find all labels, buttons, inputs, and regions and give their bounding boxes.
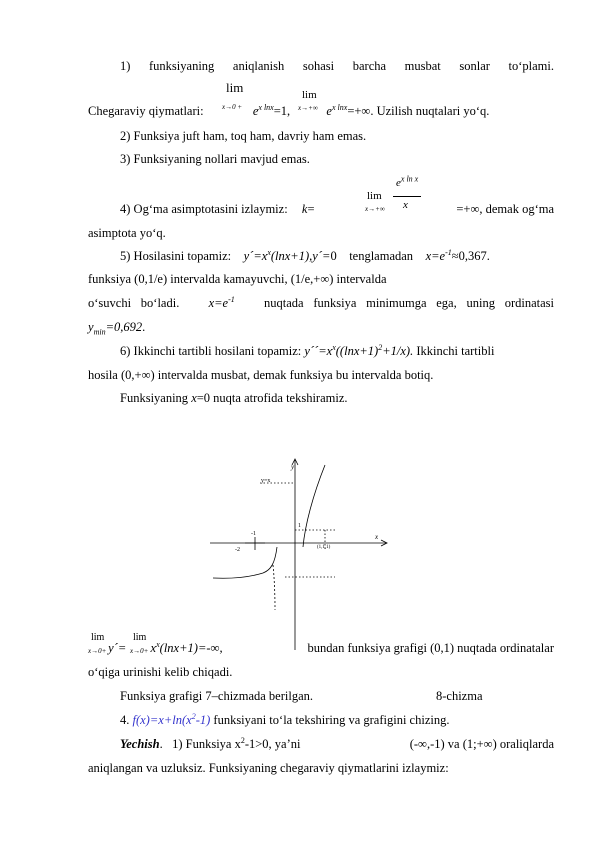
asymptote-line: [273, 565, 275, 610]
para-6-line-1: 6) Ikkinchi tartibli hosilani topamiz: $y´´=x^x((\ln x+1)^2+1/x)$. Ikkinchi tartibli: [120, 342, 495, 358]
figure-number: 8-chizma: [436, 689, 483, 703]
lim-sub-2: x→+∞: [298, 104, 318, 112]
limit-value-2: =+∞. Uzilish nuqtalari yo‘q.: [347, 104, 490, 118]
lim-symbol-1: lim: [226, 80, 244, 95]
lim-sub-4: x→0+: [88, 647, 107, 655]
limits-label: Chegaraviy qiymatlari:: [88, 104, 204, 118]
para-10-line-1-end: (-∞,-1) va (1;+∞) oraliqlarda: [409, 737, 554, 751]
graph-label-y: y: [291, 463, 295, 471]
graph-label-one: 1: [298, 523, 301, 529]
curve-left: [213, 547, 277, 578]
graph-label-yeq: y=x: [261, 478, 271, 484]
para-5-line-3: o‘suvchi bo‘ladi. $x=e^{-1}$ nuqtada funksiya minimumga ega, uning ordinatasi: [88, 294, 554, 310]
curve-right: [303, 465, 325, 547]
graph-label-minus-two: -2: [235, 547, 240, 553]
para-5-line-2: funksiya (0,1/e) intervalda kamayuvchi, (1/e,+∞) intervalda: [88, 272, 387, 286]
para-4-line-1-end: =+∞, demak og‘ma: [456, 202, 554, 216]
e-symbol-2: e: [326, 104, 332, 118]
para-9: 4. $f(x)=x+\ln(x^2-1)$ funksiyani to‘la tekshiring va grafigini chizing.: [120, 711, 450, 727]
para-3: 3) Funksiyaning nollari mavjud emas.: [120, 152, 310, 166]
para-6-line-2: hosila (0,+∞) intervalda musbat, demak funksiya bu intervalda botiq.: [88, 368, 434, 382]
para-5-line-4: $y_{min}=0,692$.: [88, 320, 146, 337]
lim-sub-1: x→0 +: [222, 103, 243, 111]
lim-sub-5: x→0+: [130, 647, 149, 655]
graph-label-point: (1,1,1): [317, 545, 331, 550]
fraction-numerator: $e^{x ln x}$: [396, 174, 419, 189]
para-10-line-2: aniqlangan va uzluksiz. Funksiyaning chegaraviy qiymatlarini izlaymiz:: [88, 761, 449, 775]
problem-function: $f(x)=x+\ln(x^2-1)$: [132, 711, 211, 727]
function-graph: [205, 455, 405, 655]
exponent-1: x lnx: [258, 102, 274, 112]
lim-symbol-4: lim: [91, 632, 105, 643]
para-4-line-1: 4) Og‘ma asimptotasini izlaymiz: k=: [120, 202, 315, 216]
para-1-line-1: 1) funksiyaning aniqlanish sohasi barcha musbat sonlar to‘plami.: [120, 59, 554, 73]
e-symbol-1: e: [252, 104, 259, 118]
lim-sub-3: x→+∞: [365, 205, 385, 213]
para-5-line-1: 5) Hosilasini topamiz: $y´=x^x(\ln x+1),y´=0$ tenglamadan $x=e^{-1}\approx 0,367$.: [120, 247, 490, 263]
lim-symbol-3: lim: [367, 190, 382, 202]
para-7-line-2: o‘qiga urinishi kelib chiqadi.: [88, 665, 233, 679]
derivative-formula: $y´=x^x(\ln x+1),y´=$: [243, 247, 331, 263]
para-10-line-1: Yechish. 1) Funksiya $x^2-1>0$, ya’ni: [120, 735, 301, 751]
para-2: 2) Funksiya juft ham, toq ham, davriy ham emas.: [120, 129, 367, 143]
para-1-line-2: [88, 103, 554, 119]
graph-label-x: x: [375, 533, 379, 541]
para-7-line-1: y´= $x^x(\ln x+1)=-\infty$,: [108, 639, 223, 655]
para-7-line-1-end: bundan funksiya grafigi (0,1) nuqtada ordinatalar: [307, 641, 554, 655]
para-4-line-2: asimptota yo‘q.: [88, 226, 166, 240]
exponent-2: x lnx: [331, 102, 348, 112]
para-6-line-3: Funksiyaning x=0 nuqta atrofida tekshiramiz.: [120, 391, 348, 405]
fraction-denominator: x: [403, 199, 408, 211]
limit-value-1: =1,: [273, 104, 291, 118]
lim-symbol-2: lim: [302, 89, 317, 101]
para-8-caption: Funksiya grafigi 7–chizmada berilgan.: [120, 689, 313, 703]
graph-label-minus-one: -1: [251, 531, 256, 537]
fraction-bar: [393, 196, 421, 197]
lim-symbol-5: lim: [133, 632, 147, 643]
solution-label: Yechish: [120, 737, 160, 751]
